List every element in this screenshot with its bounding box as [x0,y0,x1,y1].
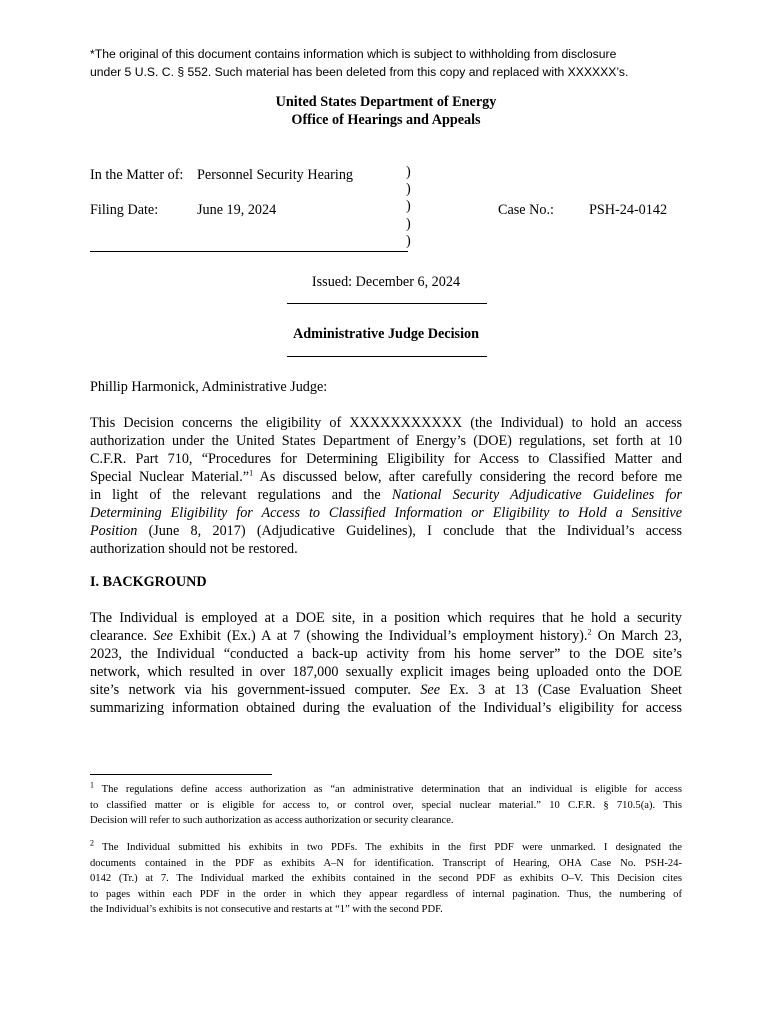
footnote-1 [90,782,682,829]
citation-signal: See [420,682,441,698]
footnote-separator [90,774,272,775]
text-run: clearance. [90,628,154,644]
matter-value: Personnel Security Hearing [197,167,354,183]
case-number-label: Case No.: [498,202,554,218]
footnote-line: Decision will refer to such authorization as access authorization or security clearance. [90,815,454,826]
caption-paren: ) [406,215,411,232]
notice-line: *The original of this document contains information which is subject to withholding from disclosure [90,47,617,61]
footnote-line: to pages within each PDF in the order in which they appear regardless of internal pagination. Thus, the numbering of [90,888,682,900]
footnote-line [90,840,682,856]
text-line [90,627,682,645]
text-run: Ex. 3 at 13 (Case Evaluation Sheet [440,682,682,698]
filing-date-value: June 19, 2024 [197,202,277,218]
text-line: summarizing information obtained during the evaluation of the Individual’s eligibility for access [90,700,682,716]
text-line [90,681,682,699]
issued-date: Issued: December 6, 2024 [311,274,461,290]
text-line [90,504,682,522]
caption-bracket [406,164,411,250]
matter-label: In the Matter of: [90,167,184,183]
guidelines-title: Determining Eligibility for Access to Classified Information or Eligibility to Hold a Sensitive [90,505,682,521]
footnote-ref-1[interactable]: 1 [249,468,254,478]
text-run: The Individual submitted his exhibits in two PDFs. The exhibits in the first PDF were unmarked. I designated the [94,842,682,853]
guidelines-title: Position [90,523,138,539]
text-line: 2023, the Individual “conducted a back-up activity from his home server” to the DOE site’s [90,646,682,662]
text-line: The Individual is employed at a DOE site, in a position which requires that he hold a security [90,610,682,626]
caption-underline [90,251,408,252]
footnote-ref-2[interactable]: 2 [587,627,592,637]
text-line: authorization should not be restored. [90,541,298,557]
text-line [90,486,682,504]
background-paragraph [90,609,682,717]
caption-paren: ) [406,181,411,198]
divider [287,303,487,304]
text-run: The regulations define access authorization as “an administrative determination that an individual is eligible for access [94,784,682,795]
text-run: On March 23, [591,628,682,644]
footnote-number: 2 [90,838,94,848]
filing-date-label: Filing Date: [90,202,159,218]
text-run: site’s network via his government-issued computer. [90,682,421,698]
citation-signal: See [153,628,173,644]
footnote-2 [90,840,682,918]
divider [287,356,487,357]
text-run: (June 8, 2017) (Adjudicative Guidelines), I conclude that the Individual’s access [137,523,682,539]
text-run: Exhibit (Ex.) A at 7 (showing the Individual’s employment history). [172,628,588,644]
footnote-line: documents contained in the PDF as exhibits A–N for identification. Transcript of Hearing, OHA Case No. PSH-24- [90,857,682,869]
intro-paragraph [90,414,682,558]
caption-paren: ) [406,198,411,215]
text-line: authorization under the United States Department of Energy’s (DOE) regulations, set forth at 10 [90,433,682,449]
footnote-line [90,782,682,798]
case-number-value: PSH-24-0142 [589,202,668,218]
caption-paren: ) [406,232,411,249]
text-line: C.F.R. Part 710, “Procedures for Determining Eligibility for Access to Classified Matter and [90,451,682,467]
footnote-line: the Individual’s exhibits is not consecutive and restarts at “1” with the second PDF. [90,904,443,915]
text-line: This Decision concerns the eligibility of XXXXXXXXXXX (the Individual) to hold an access [90,415,682,431]
decision-title: Administrative Judge Decision [292,326,479,342]
text-line [90,468,682,486]
guidelines-title: National Security Adjudicative Guidelines for [391,487,682,503]
judge-line: Phillip Harmonick, Administrative Judge: [90,379,328,395]
withholding-notice [90,45,690,81]
office-name: Office of Hearings and Appeals [291,112,481,128]
text-line: network, which resulted in over 187,000 sexually explicit images being uploaded onto the DOE [90,664,682,680]
caption-paren: ) [406,164,411,180]
agency-name: United States Department of Energy [275,94,497,110]
text-run: Special Nuclear Material.” [90,469,250,485]
footnote-line: to classified matter or is eligible for access to, or control over, special nuclear material.” 10 C.F.R. § 710.5(a). This [90,799,682,811]
text-run: As discussed below, after carefully considering the record before me [253,469,682,485]
footnote-number: 1 [90,780,94,790]
footnote-line: 0142 (Tr.) at 7. The Individual marked the exhibits contained in the second PDF as exhibits O–V. This Decision cites [90,873,682,884]
text-line [90,522,682,540]
notice-line: under 5 U.S. C. § 552. Such material has been deleted from this copy and replaced with XXXXXX’s. [90,65,629,79]
section-heading: I. BACKGROUND [90,574,207,590]
text-run: in light of the relevant regulations and the [90,487,392,503]
